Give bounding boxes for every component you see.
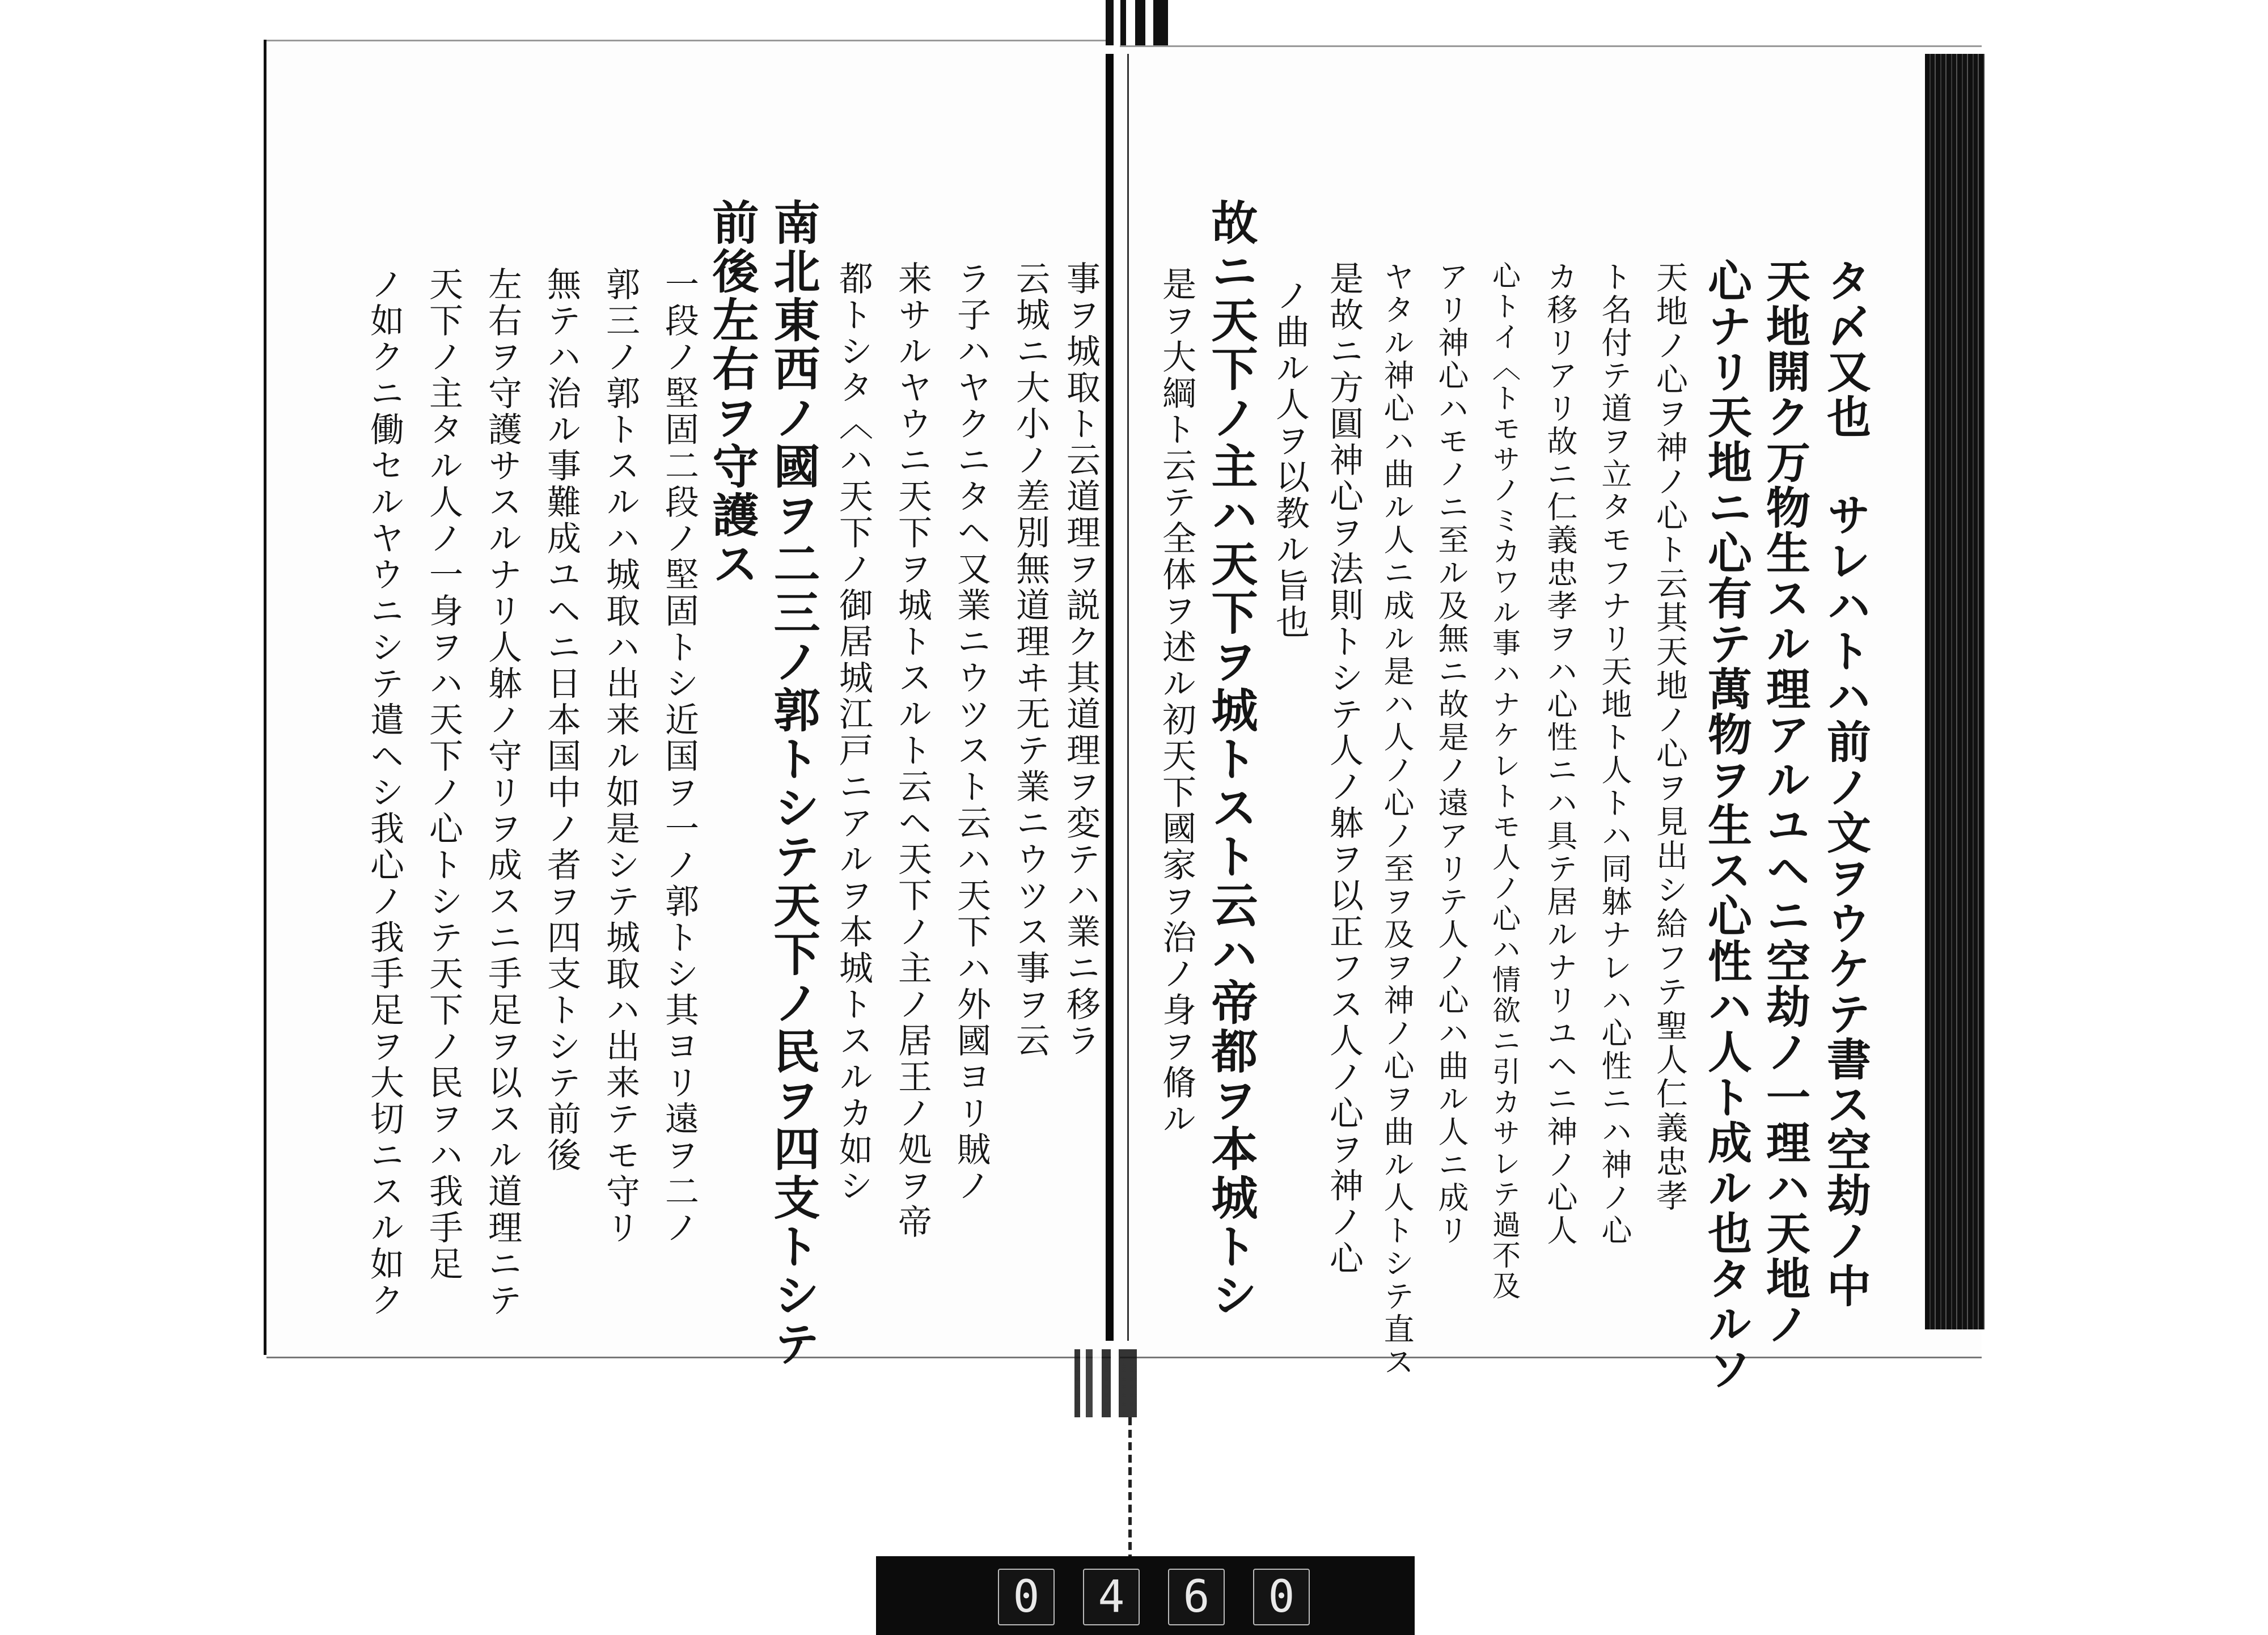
spine-binding-bottom xyxy=(1074,1349,1137,1417)
left-column-8: 来サルヤウニ天下ヲ城トスルト云ヘ天下ノ主ノ居王ノ処ヲ帝 xyxy=(892,261,932,1240)
left-heading-1: 前後左右ヲ守護ス xyxy=(705,198,759,588)
right-column-10: 心ナリ天地ニ心有テ萬物ヲ生ス心性ハ人ト成ル也タルソ xyxy=(1700,258,1752,1392)
right-column-5: アリ神心ハモノニ至ル及無ニ故是ノ遠アリテ人ノ心ハ曲ル人ニ成リ xyxy=(1433,261,1469,1247)
right-column-8: ト名付テ道ヲ立タモフナリ天地ト人トハ同躰ナレハ心性ニハ神ノ心 xyxy=(1597,261,1632,1247)
right-column-2: ノ曲ル人ヲ以教ル旨也 xyxy=(1270,278,1310,641)
right-column-4: ヤタル神心ハ曲ル人ニ成ル是ハ人ノ心ノ至ヲ及ヲ神ノ心ヲ曲ル人トシテ直ス xyxy=(1379,261,1415,1379)
spine-binding-top xyxy=(1106,0,1168,45)
left-column-2: 天下ノ主タル人ノ一身ヲハ天下ノ心トシテ天下ノ民ヲハ我手足 xyxy=(424,266,463,1282)
book-gutter xyxy=(1106,54,1114,1341)
left-column-5: 郭三ノ郭トスルハ城取ハ出来ル如是シテ城取ハ出来テモ守リ xyxy=(600,266,640,1246)
left-column-11: 事ヲ城取ト云道理ヲ説ク其道理ヲ変テハ業ニ移ラ xyxy=(1061,261,1101,1059)
left-column-3: 左右ヲ守護サスルナリ人躰ノ守リヲ成スニ手足ヲ以スル道理ニテ xyxy=(483,266,522,1319)
right-column-3: 是故ニ方圓神心ヲ法則トシテ人ノ躰ヲ以正フス人ノ心ヲ神ノ心 xyxy=(1324,261,1364,1277)
right-column-11: 天地開ク万物生スル理アルユヘニ空劫ノ一理ハ天地ノ xyxy=(1759,258,1810,1346)
right-column-9: 天地ノ心ヲ神ノ心ト云其天地ノ心ヲ見出シ給フテ聖人仁義忠孝 xyxy=(1651,261,1688,1213)
right-heading: 故ニ天下ノ主ハ天下ヲ城トスト云ハ帝都ヲ本城トシ xyxy=(1204,198,1258,1320)
right-column-1: 是ヲ大綱ト云テ全体ヲ述ル初天下國家ヲ治ノ身ヲ脩ル xyxy=(1157,266,1196,1137)
frame-digit-1: 0 xyxy=(998,1569,1055,1625)
gutter-line xyxy=(1127,54,1129,1341)
right-page-edge xyxy=(1925,54,1984,1329)
frame-digit-2: 4 xyxy=(1083,1569,1140,1625)
right-column-12: タ〆又也 サレハトハ前ノ文ヲウケテ書ス空劫ノ中 xyxy=(1820,258,1871,1308)
left-column-7: 都トシタ〈ハ天下ノ御居城江戸ニアルヲ本城トスルカ如シ xyxy=(833,261,873,1204)
frame-digit-3: 6 xyxy=(1168,1569,1225,1625)
left-column-10: 云城ニ大小ノ差別無道理ヰ无テ業ニウツス事ヲ云 xyxy=(1010,261,1050,1059)
frame-number-plate xyxy=(876,1556,1415,1635)
left-column-6: 一段ノ堅固二段ノ堅固トシ近国ヲ一ノ郭トシ其ヨリ遠ヲ二ノ xyxy=(659,266,699,1246)
left-column-9: ラ子ハヤクニタヘ又業ニウツスト云ハ天下ハ外國ヨリ賊ノ xyxy=(951,261,991,1204)
right-column-7: カ移リアリ故ニ仁義忠孝ヲハ心性ニハ具テ居ルナリユヘニ神ノ心人 xyxy=(1542,261,1578,1247)
left-column-4: 無テハ治ル事難成ユヘニ日本国中ノ者ヲ四支トシテ前後 xyxy=(541,266,581,1174)
right-column-6: 心トイ〈トモサノミカワル事ハナケレトモ人ノ心ハ情欲ニ引カサレテ過不及 xyxy=(1488,261,1521,1302)
left-heading-2: 南北東西ノ國ヲ二三ノ郭トシテ天下ノ民ヲ四支トシテ xyxy=(766,198,820,1369)
frame-digit-4: 0 xyxy=(1253,1569,1310,1625)
left-column-1: ノ如クニ働セルヤウニシテ遣ヘシ我心ノ我手足ヲ大切ニスル如ク xyxy=(365,266,404,1319)
